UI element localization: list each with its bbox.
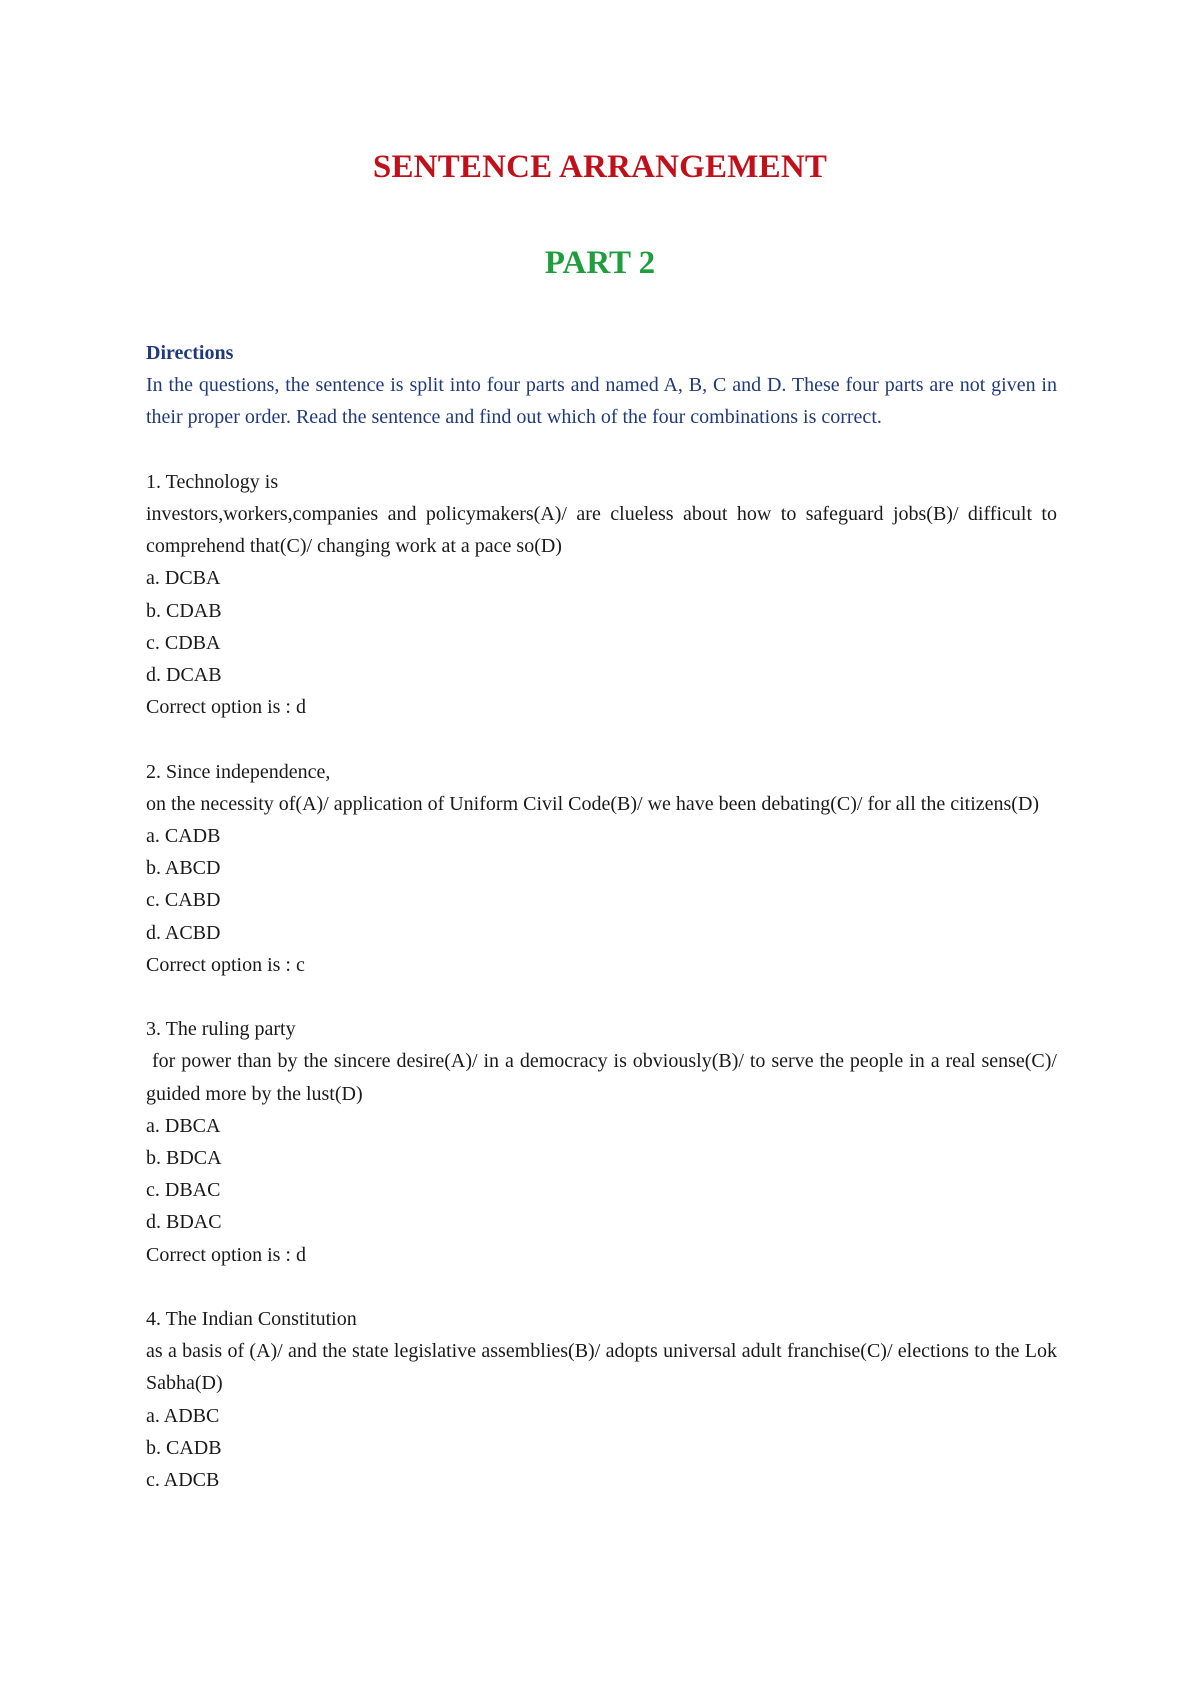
question-body: on the necessity of(A)/ application of Uniform Civil Code(B)/ we have been debating(C)/ for all the citizens(D) bbox=[146, 792, 1040, 815]
question-4 bbox=[146, 1303, 1057, 1496]
option-d: d. ACBD bbox=[146, 921, 221, 944]
option-c: c. ADCB bbox=[146, 1469, 220, 1492]
question-1 bbox=[146, 466, 1057, 724]
correct-answer: Correct option is : d bbox=[146, 1243, 306, 1266]
option-a: a. ADBC bbox=[146, 1404, 220, 1427]
page-content bbox=[146, 337, 1062, 1496]
option-a: a. CADB bbox=[146, 825, 221, 848]
question-body: investors,workers,companies and policymakers(A)/ are clueless about how to safeguard jobs(B)/ difficult to comprehend that(C)/ changing work at a pace so(D) bbox=[146, 503, 1057, 558]
question-stem: 4. The Indian Constitution bbox=[146, 1308, 357, 1331]
correct-answer: Correct option is : c bbox=[146, 953, 305, 976]
question-2 bbox=[146, 756, 1057, 981]
directions-text: In the questions, the sentence is split into four parts and named A, B, C and D. These four parts are not given in their proper order. Read the sentence and find out which of the four combinations is correct. bbox=[146, 374, 1057, 429]
question-body: for power than by the sincere desire(A)/ in a democracy is obviously(B)/ to serve the people in a real sense(C)/ guided more by the lust(D) bbox=[146, 1050, 1062, 1105]
option-a: a. DCBA bbox=[146, 567, 221, 590]
page-subtitle: PART 2 bbox=[544, 245, 656, 281]
question-body: as a basis of (A)/ and the state legislative assemblies(B)/ adopts universal adult franchise(C)/ elections to the Lok Sabha(D) bbox=[146, 1340, 1057, 1395]
option-b: b. ABCD bbox=[146, 857, 221, 880]
correct-answer: Correct option is : d bbox=[146, 696, 306, 719]
question-3 bbox=[146, 1013, 1062, 1271]
question-stem: 1. Technology is bbox=[146, 470, 279, 493]
option-b: b. BDCA bbox=[146, 1147, 222, 1170]
question-stem: 3. The ruling party bbox=[146, 1018, 296, 1041]
option-d: d. DCAB bbox=[146, 664, 222, 687]
option-c: c. DBAC bbox=[146, 1179, 221, 1202]
option-c: c. CABD bbox=[146, 889, 221, 912]
option-a: a. DBCA bbox=[146, 1114, 221, 1137]
page-title: SENTENCE ARRANGEMENT bbox=[372, 149, 828, 185]
option-b: b. CADB bbox=[146, 1436, 222, 1459]
directions-heading: Directions bbox=[146, 342, 234, 364]
option-b: b. CDAB bbox=[146, 599, 222, 622]
option-c: c. CDBA bbox=[146, 631, 221, 654]
option-d: d. BDAC bbox=[146, 1211, 222, 1234]
question-stem: 2. Since independence, bbox=[146, 760, 331, 783]
